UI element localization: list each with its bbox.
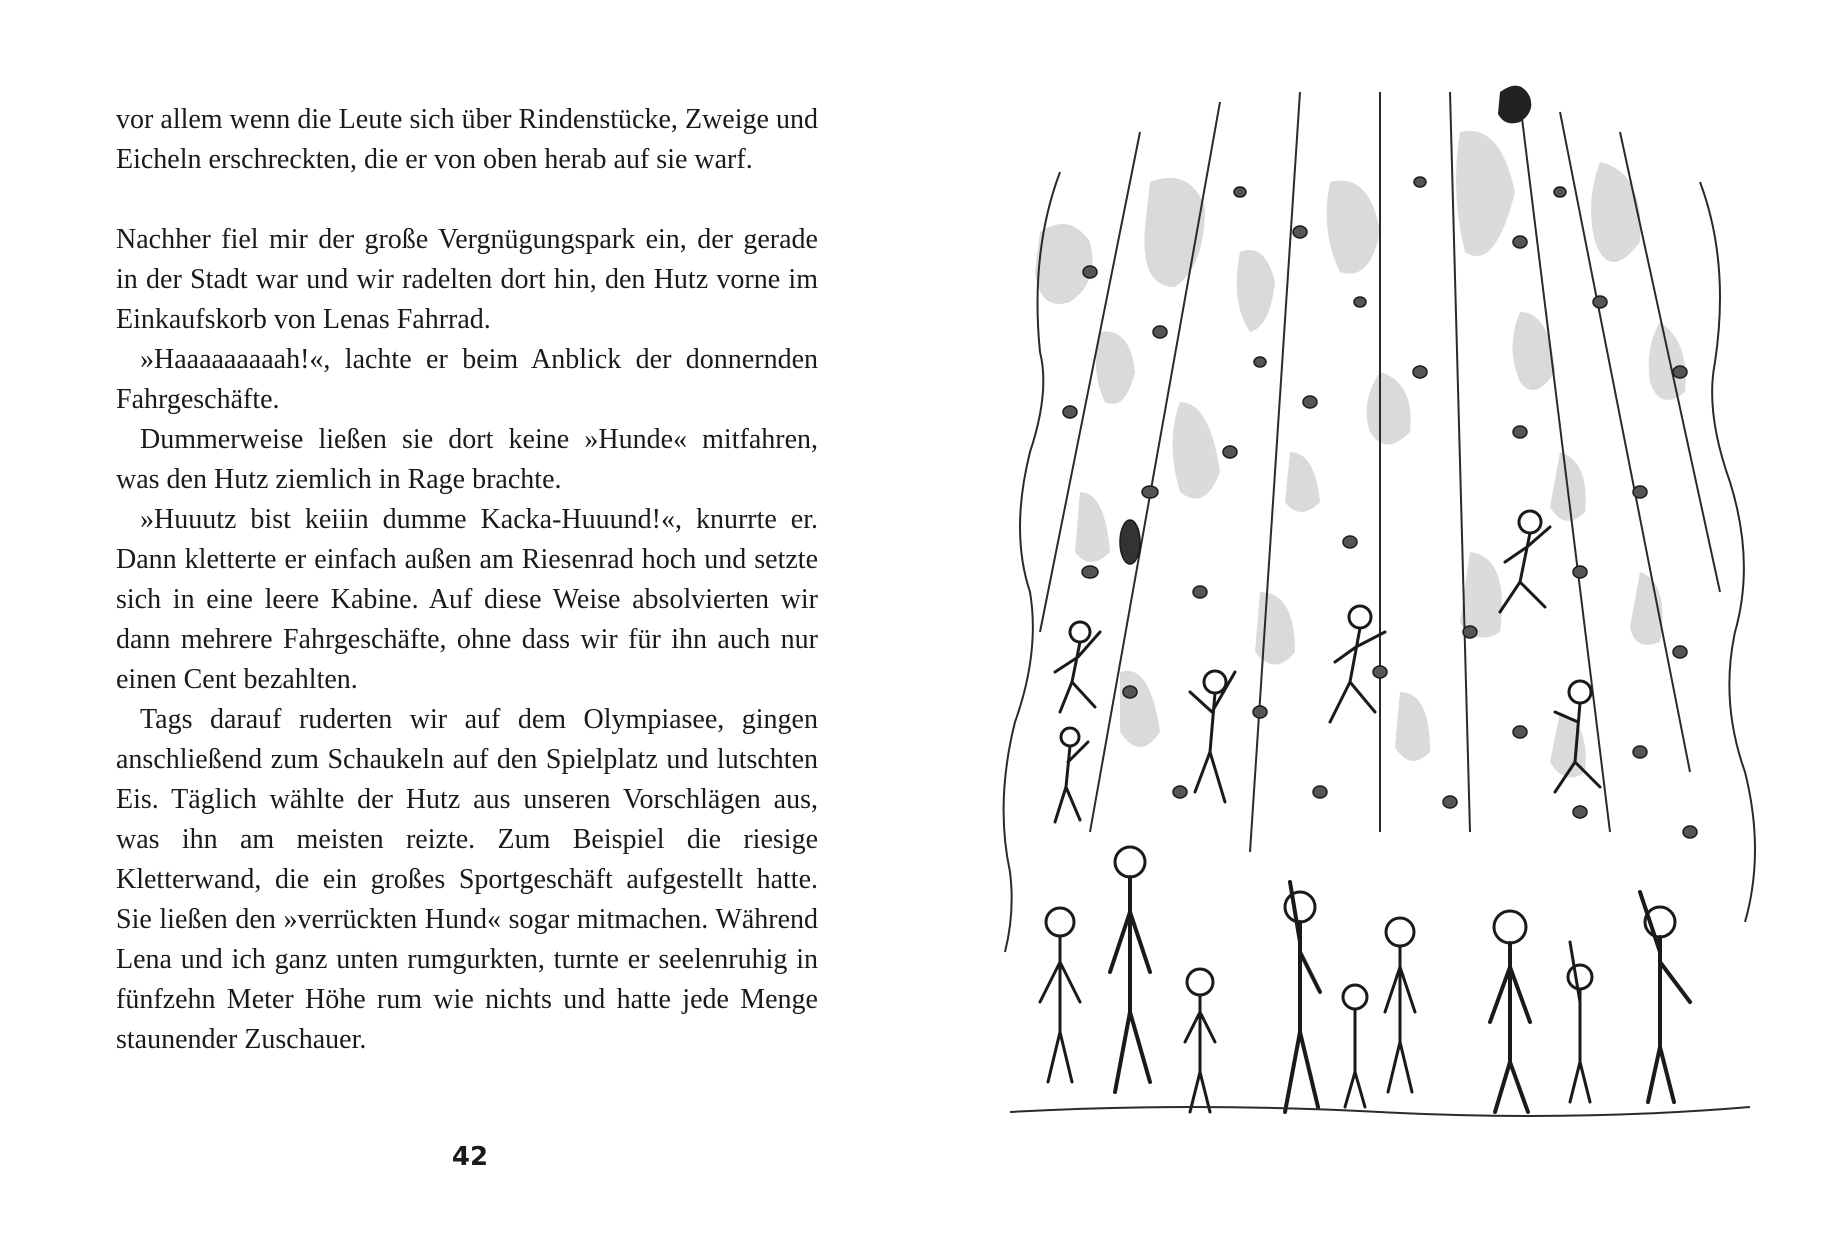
climbing-wall-illustration xyxy=(1000,72,1760,1132)
spectator-8 xyxy=(1568,942,1592,1102)
paragraph-amusement-park: Nachher fiel mir der große Vergnügungspark ein, der gerade in der Stadt war und wir radelten dort hin, den Hutz vorne im Einkaufskorb von Lenas Fahrrad. xyxy=(116,224,818,335)
climber-3 xyxy=(1190,671,1235,802)
wall-wash xyxy=(1035,131,1686,778)
page-number: 42 xyxy=(451,1142,489,1172)
ground-line xyxy=(1010,1107,1750,1116)
hutz-figure xyxy=(1498,86,1531,124)
climber-4 xyxy=(1330,606,1385,722)
spectator-5 xyxy=(1343,985,1367,1107)
paragraph-climbing-wall: Tags darauf ruderten wir auf dem Olympiasee, gingen anschließend zum Schaukeln auf den Spielplatz und lutschten Eis. Täglich wählte der Hutz aus unseren Vorschlägen aus, was ihn am meisten reizte. Zum Beispiel die riesige Kletterwand, die ein großes Sportgeschäft aufgestellt hatte. Sie ließen den »verrückten Hund« sogar mitmachen. Während Lena und ich ganz unten rumgurkten, turnte er seelenruhig in fünfzehn Meter Höhe rum wie nichts und hatte jede Menge staunender Zuschauer. xyxy=(116,704,818,1055)
spectator-3 xyxy=(1185,969,1215,1112)
spectator-6 xyxy=(1385,918,1415,1092)
crowd xyxy=(1040,847,1690,1112)
climber-5 xyxy=(1500,511,1550,612)
text-page xyxy=(116,100,818,1060)
spectator-7 xyxy=(1490,911,1530,1112)
climber-2 xyxy=(1055,728,1088,822)
wall-outline xyxy=(1004,92,1755,952)
spectator-1 xyxy=(1040,908,1080,1082)
paragraph-ferris-wheel: »Huuutz bist keiiin dumme Kacka-Huuund!«, knurrte er. Dann kletterte er einfach außen am Riesenrad hoch und setzte sich in eine leere Kabine. Auf diese Weise absolvierten wir dann mehrere Fahrgeschäfte, ohne dass wir für ihn auch nur einen Cent bezahlten. xyxy=(116,504,818,695)
spectator-2 xyxy=(1110,847,1150,1092)
paragraph-no-dogs: Dummerweise ließen sie dort keine »Hunde« mitfahren, was den Hutz ziemlich in Rage brachte. xyxy=(116,424,818,495)
illustration-drawing xyxy=(1000,72,1760,1132)
spectator-9 xyxy=(1640,892,1690,1102)
spectator-4 xyxy=(1285,882,1320,1112)
paragraph-laugh: »Haaaaaaaaah!«, lachte er beim Anblick der donnernden Fahrgeschäfte. xyxy=(116,344,818,415)
climber-1 xyxy=(1055,622,1100,712)
paragraph-continuation: vor allem wenn die Leute sich über Rindenstücke, Zweige und Eicheln erschreckten, die er von oben herab auf sie warf. xyxy=(116,104,818,175)
